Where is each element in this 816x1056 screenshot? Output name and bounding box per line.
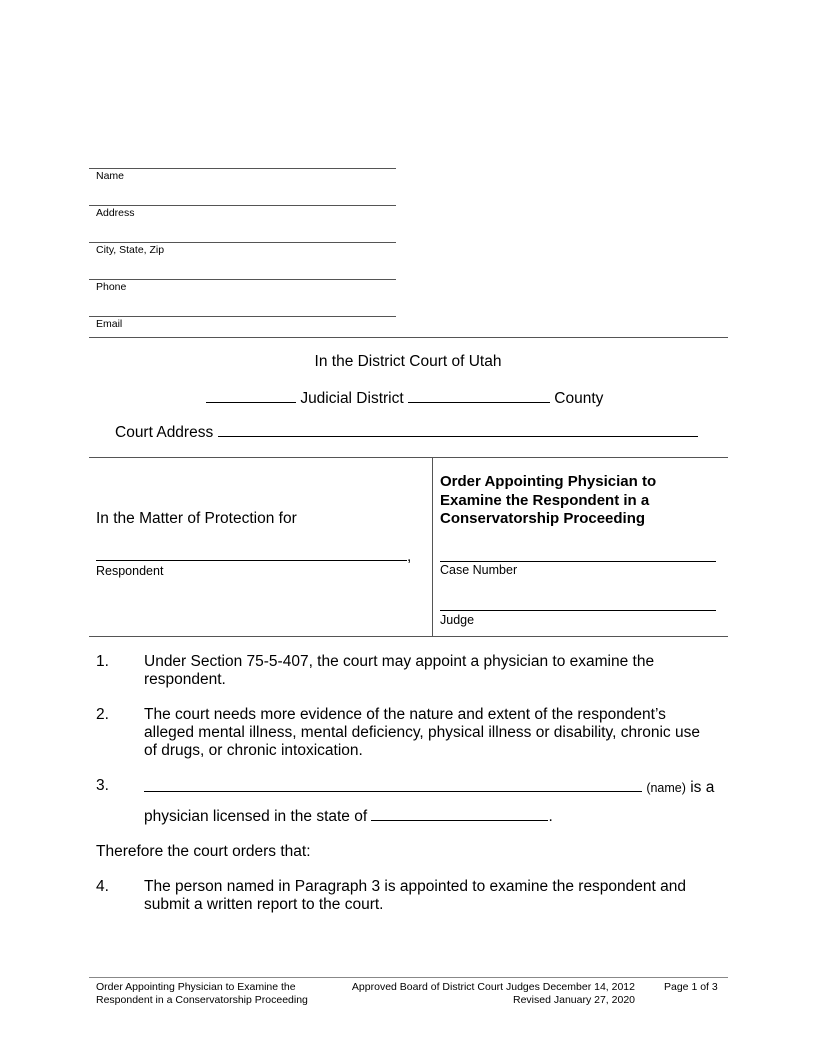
footer-form-title-line-2: Respondent in a Conservatorship Proceeding	[96, 994, 308, 1006]
city-state-zip-label: City, State, Zip	[96, 244, 165, 256]
respondent-trailing-comma: ,	[407, 548, 412, 565]
footer-page-number: Page 1 of 3	[664, 981, 718, 993]
footer-form-title	[96, 981, 308, 1007]
respondent-name-row	[96, 546, 411, 566]
paragraph-4-number: 4.	[96, 878, 109, 895]
physician-name-blank[interactable]	[144, 777, 642, 792]
header-divider	[89, 337, 728, 338]
licensed-state-prefix: physician licensed in the state of	[144, 808, 368, 825]
orders-intro: Therefore the court orders that:	[96, 843, 311, 860]
court-address-row	[115, 422, 698, 442]
case-number-label: Case Number	[440, 563, 518, 577]
matter-label: In the Matter of Protection for	[96, 510, 297, 527]
county-blank[interactable]	[408, 388, 550, 403]
district-county-row	[206, 388, 603, 408]
judge-label: Judge	[440, 613, 475, 627]
email-line[interactable]	[89, 316, 396, 317]
name-label: Name	[96, 170, 125, 182]
judge-line[interactable]	[440, 610, 716, 611]
email-label: Email	[96, 318, 123, 330]
phone-label: Phone	[96, 281, 127, 293]
order-title: Order Appointing Physician to Examine the Respondent in a Conservatorship Proceeding	[440, 473, 657, 527]
paragraph-3-is-a: is a	[690, 779, 715, 796]
judicial-district-label: Judicial District	[300, 390, 404, 407]
caption-top-rule	[89, 457, 728, 458]
licensed-state-blank[interactable]	[371, 806, 548, 821]
respondent-name-blank[interactable]	[96, 546, 407, 561]
paragraph-3-line-1	[144, 777, 714, 797]
caption-vertical-divider	[432, 457, 433, 636]
footer-form-title-line-1: Order Appointing Physician to Examine the	[96, 981, 296, 993]
address-label: Address	[96, 207, 135, 219]
address-line[interactable]	[89, 205, 396, 206]
paragraph-1-text: Under Section 75-5-407, the court may appoint a physician to examine the respondent.	[144, 653, 655, 688]
physician-name-hint: (name)	[646, 781, 686, 795]
paragraph-3-number: 3.	[96, 777, 109, 794]
case-number-line[interactable]	[440, 561, 716, 562]
paragraph-1-number: 1.	[96, 653, 109, 670]
court-address-label: Court Address	[115, 424, 214, 441]
judicial-district-blank[interactable]	[206, 388, 296, 403]
footer-rule	[89, 977, 728, 978]
footer-revised-date: Revised January 27, 2020	[513, 994, 635, 1006]
name-line[interactable]	[89, 168, 396, 169]
phone-line[interactable]	[89, 279, 396, 280]
court-address-blank[interactable]	[218, 422, 698, 437]
paragraph-4-text: The person named in Paragraph 3 is appointed to examine the respondent and submit a written report to the court.	[144, 878, 687, 913]
respondent-label: Respondent	[96, 564, 164, 578]
paragraph-2-number: 2.	[96, 706, 109, 723]
city-state-zip-line[interactable]	[89, 242, 396, 243]
paragraph-2-text: The court needs more evidence of the nature and extent of the respondent’s alleged mental illness, mental deficiency, physical illness or disability, chronic use of drugs, or chronic intoxication.	[144, 706, 700, 759]
footer-approval	[320, 981, 635, 1007]
county-label: County	[554, 390, 604, 407]
paragraph-3-line-2	[144, 806, 553, 826]
licensed-state-period: .	[548, 808, 553, 825]
footer-approved-date: Approved Board of District Court Judges December 14, 2012	[351, 981, 635, 993]
caption-bottom-rule	[89, 636, 728, 637]
court-title: In the District Court of Utah	[314, 353, 502, 370]
